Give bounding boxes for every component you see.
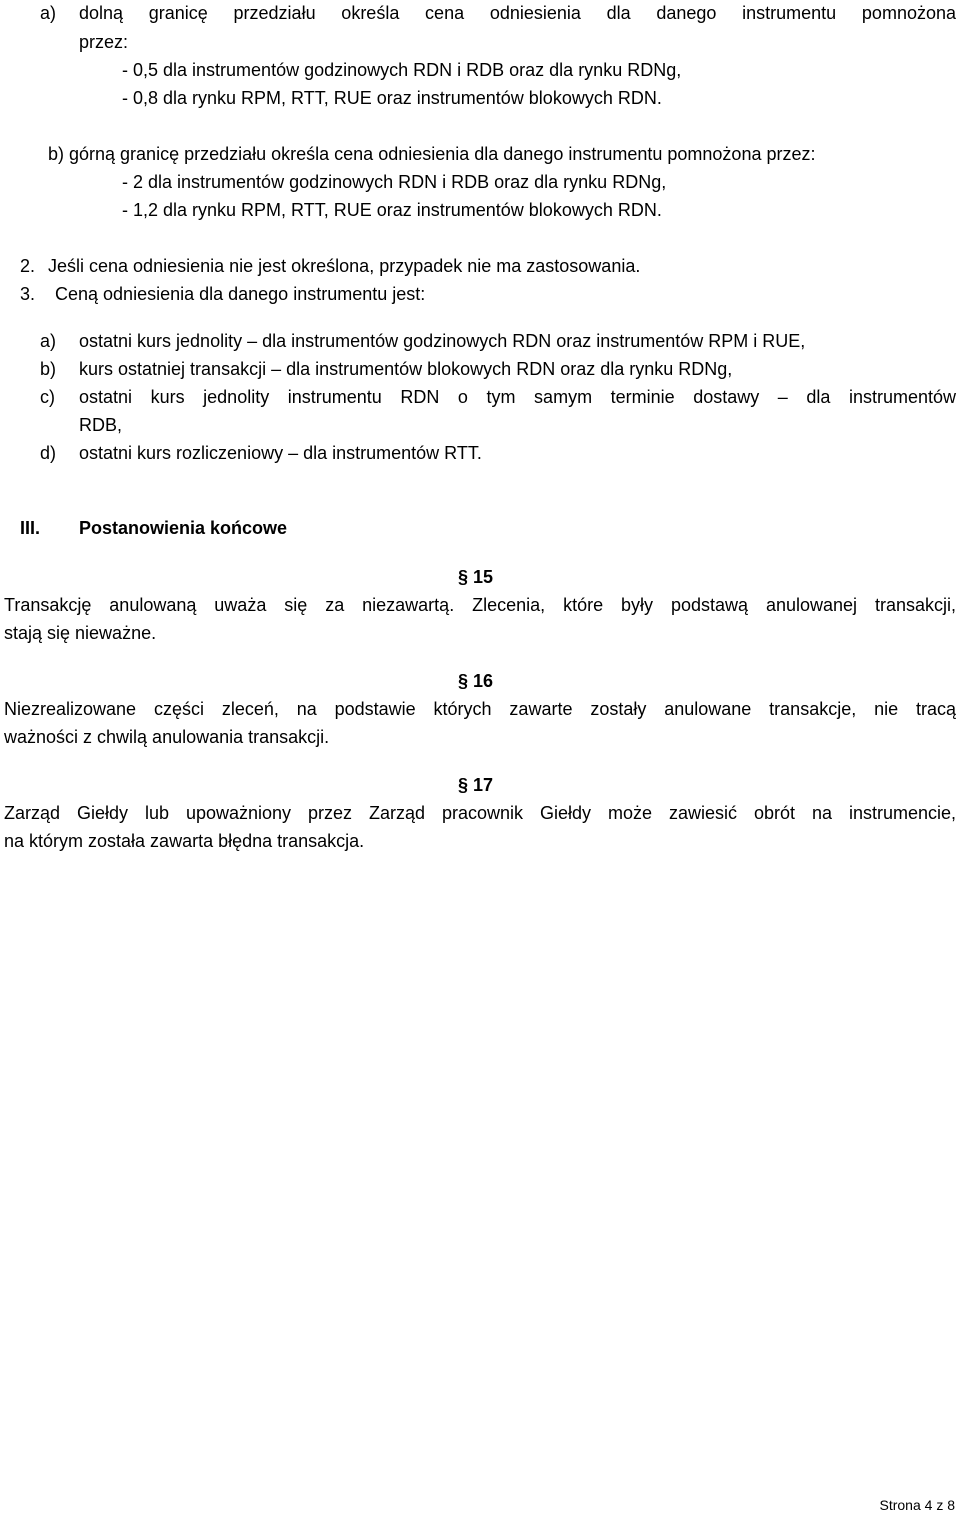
lower-bound-item: - 0,5 dla instrumentów godzinowych RDN i RDB oraz dla rynku RDNg, bbox=[122, 60, 682, 80]
upper-bound-item: - 1,2 dla rynku RPM, RTT, RUE oraz instrumentów blokowych RDN. bbox=[122, 200, 662, 220]
list-marker: c) bbox=[40, 387, 55, 407]
point-text: Jeśli cena odniesienia nie jest określona, przypadek nie ma zastosowania. bbox=[48, 256, 641, 276]
paragraph-text: Zarząd Giełdy lub upoważniony przez Zarząd pracownik Giełdy może zawiesić obrót na instrumencie, bbox=[4, 803, 956, 823]
item-marker-a: a) bbox=[40, 3, 57, 23]
paragraph-heading: § 17 bbox=[458, 775, 494, 795]
lower-bound-text: dolną granicę przedziału określa cena odniesienia dla danego instrumentu pomnożona bbox=[79, 3, 956, 23]
upper-bound-item: - 2 dla instrumentów godzinowych RDN i RDB oraz dla rynku RDNg, bbox=[122, 172, 667, 192]
lower-bound-item: - 0,8 dla rynku RPM, RTT, RUE oraz instrumentów blokowych RDN. bbox=[122, 88, 662, 108]
paragraph-text-cont: stają się nieważne. bbox=[4, 623, 157, 643]
paragraph-text-cont: ważności z chwilą anulowania transakcji. bbox=[4, 727, 330, 747]
list-marker: a) bbox=[40, 331, 57, 351]
upper-bound-text: b) górną granicę przedziału określa cena odniesienia dla danego instrumentu pomnożona przez: bbox=[48, 144, 816, 164]
paragraph-text: Niezrealizowane części zleceń, na podstawie których zawarte zostały anulowane transakcje, nie tracą bbox=[4, 699, 956, 719]
list-item-text: kurs ostatniej transakcji – dla instrumentów blokowych RDN oraz dla rynku RDNg, bbox=[79, 359, 733, 379]
paragraph-heading: § 15 bbox=[458, 567, 494, 587]
page-number: Strona 4 z 8 bbox=[879, 1497, 955, 1513]
paragraph-heading: § 16 bbox=[458, 671, 494, 691]
point-number: 2. bbox=[20, 256, 36, 276]
list-item-text: ostatni kurs jednolity – dla instrumentów godzinowych RDN oraz instrumentów RPM i RUE, bbox=[79, 331, 806, 351]
point-text: Ceną odniesienia dla danego instrumentu jest: bbox=[55, 284, 426, 304]
lower-bound-text-cont: przez: bbox=[79, 32, 129, 52]
section-number: III. bbox=[20, 518, 41, 538]
point-number: 3. bbox=[20, 284, 36, 304]
paragraph-text: Transakcję anulowaną uważa się za niezawartą. Zlecenia, które były podstawą anulowanej transakcji, bbox=[4, 595, 956, 615]
list-marker: d) bbox=[40, 443, 57, 463]
section-title: Postanowienia końcowe bbox=[79, 518, 288, 538]
list-item-text: ostatni kurs rozliczeniowy – dla instrumentów RTT. bbox=[79, 443, 482, 463]
list-item-text: ostatni kurs jednolity instrumentu RDN o tym samym terminie dostawy – dla instrumentów bbox=[79, 387, 956, 407]
list-item-text-cont: RDB, bbox=[79, 415, 123, 435]
paragraph-text-cont: na którym została zawarta błędna transakcja. bbox=[4, 831, 365, 851]
list-marker: b) bbox=[40, 359, 57, 379]
